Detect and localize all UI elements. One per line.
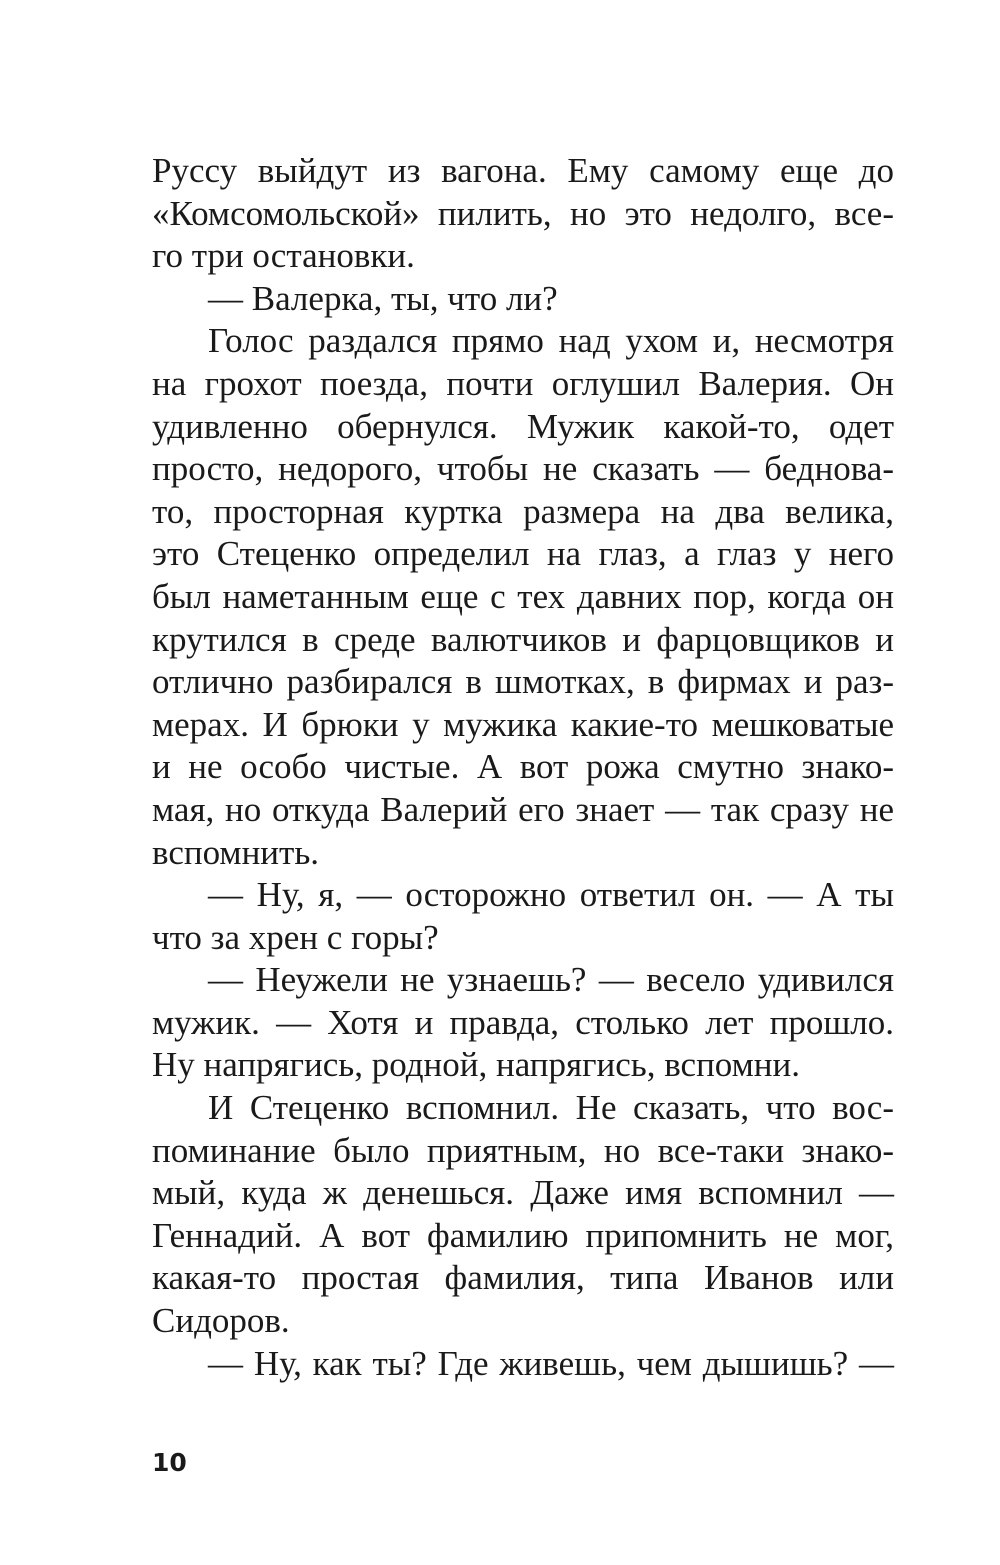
- body-text: [152, 150, 894, 1385]
- text-line: Голос раздался прямо над ухом и, несмотря: [208, 321, 894, 361]
- text-line: «Комсомольской» пилить, но это недолго, все-: [152, 193, 894, 233]
- text-line: мужик. — Хотя и правда, столько лет прошло.: [152, 1002, 894, 1042]
- text-line: поминание было приятным, но все-таки знако-: [152, 1130, 894, 1170]
- text-line: Сидоров.: [152, 1301, 290, 1341]
- text-line: какая-то простая фамилия, типа Иванов или: [152, 1258, 894, 1298]
- text-line: отлично разбирался в шмотках, в фирмах и раз-: [152, 662, 894, 702]
- page-number: 10: [152, 1448, 187, 1477]
- text-line: — Ну, как ты? Где живешь, чем дышишь? —: [208, 1343, 894, 1383]
- text-line: мая, но откуда Валерий его знает — так сразу не: [152, 789, 894, 829]
- text-line: был наметанным еще с тех давних пор, когда он: [152, 576, 894, 616]
- text-line: что за хрен с горы?: [152, 917, 439, 957]
- text-line: — Валерка, ты, что ли?: [208, 278, 558, 318]
- text-line: вспомнить.: [152, 832, 320, 872]
- text-line: и не особо чистые. А вот рожа смутно знако-: [152, 747, 894, 787]
- text-line: мерах. И брюки у мужика какие-то мешковатые: [152, 704, 894, 744]
- text-line: го три остановки.: [152, 236, 415, 276]
- text-line: на грохот поезда, почти оглушил Валерия. Он: [152, 363, 894, 403]
- text-line: удивленно обернулся. Мужик какой-то, одет: [152, 406, 894, 446]
- text-line: Руссу выйдут из вагона. Ему самому еще до: [152, 151, 894, 190]
- text-line: И Стеценко вспомнил. Не сказать, что вос-: [208, 1088, 894, 1128]
- text-line: — Ну, я, — осторожно ответил он. — А ты: [208, 875, 894, 915]
- text-line: просто, недорого, чтобы не сказать — беднова-: [152, 449, 894, 489]
- text-line: — Неужели не узнаешь? — весело удивился: [208, 960, 894, 1000]
- text-line: мый, куда ж денешься. Даже имя вспомнил —: [152, 1173, 894, 1213]
- text-line: то, просторная куртка размера на два велика,: [152, 491, 894, 531]
- text-line: крутился в среде валютчиков и фарцовщиков и: [152, 619, 894, 659]
- text-line: Геннадий. А вот фамилию припомнить не мог,: [152, 1215, 894, 1255]
- text-line: это Стеценко определил на глаз, а глаз у него: [152, 534, 894, 574]
- text-line: Ну напрягись, родной, напрягись, вспомни.: [152, 1045, 800, 1085]
